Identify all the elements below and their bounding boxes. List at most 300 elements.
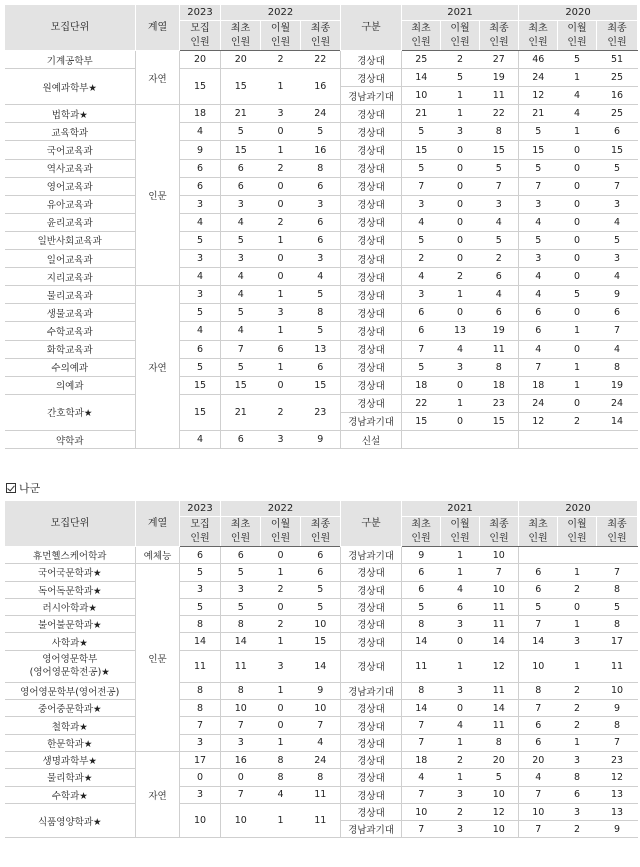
header-carry-l1: 이월	[567, 22, 587, 34]
value-2020: 8	[597, 581, 638, 598]
table-row	[5, 195, 638, 213]
value-2020: 4	[519, 213, 558, 231]
value-2021: 11	[480, 340, 519, 358]
value-2021: 14	[480, 700, 519, 717]
value-2021: 5	[480, 231, 519, 249]
value-2020: 13	[597, 803, 638, 820]
value-2020: 0	[558, 195, 597, 213]
header-carry	[261, 517, 301, 547]
value-2022: 4	[221, 322, 261, 340]
value-2021: 7	[402, 177, 441, 195]
value-2021: 0	[441, 700, 480, 717]
value-2022: 4	[221, 286, 261, 304]
value-2020: 3	[597, 195, 638, 213]
value-2021: 10	[480, 581, 519, 598]
value-2020: 1	[558, 564, 597, 581]
value-2022: 1	[261, 141, 301, 159]
value-2022: 3	[221, 250, 261, 268]
unit-name: 법학과★	[5, 105, 136, 123]
value-2022: 10	[301, 700, 341, 717]
header-unit: 모집단위	[5, 5, 136, 51]
value-2021: 7	[402, 340, 441, 358]
header-recruit	[180, 517, 221, 547]
value-2020: 4	[519, 286, 558, 304]
value-2021: 6	[402, 322, 441, 340]
header-final	[480, 517, 519, 547]
unit-name: 지리교육과	[5, 268, 136, 286]
value-2022: 5	[301, 581, 341, 598]
gubun-cell: 경상대	[341, 717, 402, 734]
gubun-cell: 경상대	[341, 213, 402, 231]
unit-name: 윤리교육과	[5, 213, 136, 231]
recruit-2023: 15	[180, 69, 221, 105]
table-row	[5, 250, 638, 268]
value-2022: 0	[261, 177, 301, 195]
value-2020: 10	[597, 682, 638, 699]
gubun-cell: 경남과기대	[341, 547, 402, 564]
unit-name: 휴먼헬스케어학과	[5, 547, 136, 564]
header-recruit-l2: 인원	[190, 36, 210, 48]
value-2022: 8	[301, 159, 341, 177]
unit-name: 영어영문학부 (영어영문학전공)★	[5, 650, 136, 682]
header-recruit-l1: 모집	[190, 518, 210, 530]
unit-name: 일반사회교육과	[5, 231, 136, 249]
value-2022: 4	[301, 734, 341, 751]
value-2020: 4	[558, 87, 597, 105]
value-2021: 3	[441, 358, 480, 376]
recruit-2023: 6	[180, 159, 221, 177]
value-2020: 7	[597, 564, 638, 581]
value-2020: 24	[519, 394, 558, 412]
table-row	[5, 786, 638, 803]
table-row	[5, 803, 638, 820]
header-unit: 모집단위	[5, 501, 136, 547]
gubun-cell: 경상대	[341, 633, 402, 650]
value-2021: 12	[480, 803, 519, 820]
value-2020: 6	[558, 786, 597, 803]
header-carry-l2: 인원	[270, 532, 291, 544]
value-2021: 0	[441, 177, 480, 195]
value-2020: 5	[558, 286, 597, 304]
value-2021: 5	[480, 159, 519, 177]
track-cell: 자연	[136, 51, 180, 105]
value-2022: 5	[221, 231, 261, 249]
value-2020: 51	[597, 51, 638, 69]
value-2022: 7	[301, 717, 341, 734]
table-row	[5, 322, 638, 340]
value-2020: 2	[558, 581, 597, 598]
header-first-l1: 최초	[528, 518, 548, 530]
value-2020: 2	[558, 821, 597, 838]
value-2022: 1	[261, 803, 301, 838]
value-2022: 5	[221, 564, 261, 581]
value-2020: 12	[519, 87, 558, 105]
gubun-cell: 경상대	[341, 322, 402, 340]
value-2020: 5	[597, 231, 638, 249]
value-2021: 8	[402, 682, 441, 699]
value-2020: 17	[597, 633, 638, 650]
unit-name: 약학과	[5, 430, 136, 448]
table-row	[5, 340, 638, 358]
unit-name: 생명과학부★	[5, 751, 136, 768]
unit-name: 영어영문학부(영어전공)	[5, 682, 136, 699]
header-gubun: 구분	[341, 501, 402, 547]
gubun-cell: 경상대	[341, 376, 402, 394]
value-2020	[519, 547, 558, 564]
unit-name: 의예과	[5, 376, 136, 394]
value-2022: 7	[221, 340, 261, 358]
value-2022: 0	[261, 250, 301, 268]
value-2021: 11	[480, 598, 519, 615]
value-2022: 0	[261, 598, 301, 615]
value-2020: 0	[558, 394, 597, 412]
header-track: 계열	[136, 5, 180, 51]
value-2022: 15	[221, 141, 261, 159]
header-first-l1: 최초	[230, 518, 251, 530]
recruit-2023: 3	[180, 250, 221, 268]
gubun-cell: 경상대	[341, 250, 402, 268]
value-2020: 7	[597, 177, 638, 195]
value-2022: 3	[301, 250, 341, 268]
value-2021: 9	[402, 547, 441, 564]
value-2020: 3	[597, 250, 638, 268]
header-first-l1: 최초	[411, 518, 431, 530]
value-2022: 8	[261, 751, 301, 768]
table-row	[5, 650, 638, 682]
value-2021: 8	[480, 734, 519, 751]
value-2020: 2	[558, 700, 597, 717]
table-row	[5, 700, 638, 717]
value-2022: 2	[261, 213, 301, 231]
header-final-l2: 인원	[489, 36, 509, 48]
value-2020: 0	[558, 340, 597, 358]
value-2020: 7	[519, 786, 558, 803]
value-2020: 0	[558, 231, 597, 249]
value-2022: 8	[301, 304, 341, 322]
value-2022: 3	[261, 105, 301, 123]
header-carry-l2: 인원	[450, 532, 470, 544]
gubun-cell: 경상대	[341, 69, 402, 87]
value-2020: 4	[597, 213, 638, 231]
gubun-cell: 경상대	[341, 803, 402, 820]
table-row	[5, 231, 638, 249]
header-final-l2: 인원	[489, 532, 509, 544]
value-2020: 9	[597, 821, 638, 838]
unit-name: 사학과★	[5, 633, 136, 650]
recruit-2023: 6	[180, 177, 221, 195]
value-2022: 6	[261, 340, 301, 358]
value-2022: 1	[261, 633, 301, 650]
value-2020: 15	[519, 141, 558, 159]
value-2020: 1	[558, 322, 597, 340]
value-2022: 1	[261, 322, 301, 340]
table-row	[5, 268, 638, 286]
value-2020: 13	[597, 786, 638, 803]
value-2021: 14	[480, 633, 519, 650]
value-2020: 4	[597, 268, 638, 286]
header-gubun: 구분	[341, 5, 402, 51]
value-2020: 4	[558, 105, 597, 123]
value-2021: 4	[441, 581, 480, 598]
unit-name: 철학과★	[5, 717, 136, 734]
value-2022: 15	[221, 376, 261, 394]
table-row	[5, 177, 638, 195]
header-2021: 2021	[402, 501, 519, 517]
track-cell: 인문	[136, 564, 180, 752]
value-2021: 15	[480, 412, 519, 430]
value-2021	[441, 430, 480, 448]
gubun-cell: 경상대	[341, 123, 402, 141]
recruit-2023: 6	[180, 340, 221, 358]
value-2021: 4	[402, 769, 441, 786]
header-first-l2: 인원	[230, 36, 251, 48]
value-2021: 7	[402, 717, 441, 734]
value-2021: 10	[402, 803, 441, 820]
value-2020: 11	[597, 650, 638, 682]
value-2021: 11	[402, 650, 441, 682]
value-2021: 0	[441, 304, 480, 322]
gubun-cell: 경상대	[341, 581, 402, 598]
gubun-cell: 경상대	[341, 105, 402, 123]
admission-table-2	[4, 500, 638, 838]
gubun-cell: 경상대	[341, 177, 402, 195]
value-2021: 2	[402, 250, 441, 268]
recruit-2023: 17	[180, 751, 221, 768]
gubun-cell: 경상대	[341, 268, 402, 286]
table-row	[5, 547, 638, 564]
value-2020: 2	[558, 682, 597, 699]
header-carry-l2: 인원	[567, 36, 587, 48]
header-final	[597, 517, 638, 547]
value-2020: 4	[597, 340, 638, 358]
value-2022: 7	[221, 786, 261, 803]
recruit-2023: 5	[180, 358, 221, 376]
value-2021: 1	[441, 394, 480, 412]
unit-name: 수학과★	[5, 786, 136, 803]
table-row	[5, 286, 638, 304]
recruit-2023: 5	[180, 564, 221, 581]
header-first-l2: 인원	[230, 532, 251, 544]
header-first-l2: 인원	[528, 532, 548, 544]
header-final-l1: 최종	[607, 518, 627, 530]
value-2021: 3	[441, 616, 480, 633]
value-2021: 1	[441, 734, 480, 751]
recruit-2023: 7	[180, 717, 221, 734]
header-2023: 2023	[180, 501, 221, 517]
value-2021: 6	[402, 581, 441, 598]
header-final-l1: 최종	[310, 518, 331, 530]
header-carry	[558, 21, 597, 51]
value-2022: 2	[261, 159, 301, 177]
value-2021: 3	[441, 786, 480, 803]
value-2022: 24	[301, 105, 341, 123]
header-first	[519, 517, 558, 547]
value-2021: 22	[480, 105, 519, 123]
value-2020: 8	[597, 358, 638, 376]
value-2021: 0	[441, 195, 480, 213]
value-2022: 5	[221, 598, 261, 615]
gubun-cell: 경상대	[341, 195, 402, 213]
value-2021: 6	[402, 564, 441, 581]
value-2021: 3	[441, 682, 480, 699]
value-2021: 4	[441, 717, 480, 734]
value-2022: 3	[221, 734, 261, 751]
value-2021: 5	[402, 231, 441, 249]
value-2020: 7	[597, 322, 638, 340]
table-row	[5, 616, 638, 633]
value-2022: 21	[221, 394, 261, 430]
value-2020: 23	[597, 751, 638, 768]
header-2022: 2022	[221, 501, 341, 517]
value-2020: 7	[519, 616, 558, 633]
header-2021: 2021	[402, 5, 519, 21]
value-2021: 2	[441, 751, 480, 768]
unit-name: 기계공학부	[5, 51, 136, 69]
unit-name: 교육학과	[5, 123, 136, 141]
unit-name: 수의예과	[5, 358, 136, 376]
header-recruit	[180, 21, 221, 51]
header-recruit-l2: 인원	[190, 532, 210, 544]
value-2020: 6	[519, 564, 558, 581]
value-2022: 4	[221, 213, 261, 231]
value-2020: 5	[519, 123, 558, 141]
header-carry-l1: 이월	[450, 518, 470, 530]
value-2022: 1	[261, 69, 301, 105]
header-final	[301, 517, 341, 547]
value-2021: 27	[480, 51, 519, 69]
value-2020: 12	[597, 769, 638, 786]
value-2022: 5	[301, 286, 341, 304]
value-2021: 3	[441, 821, 480, 838]
value-2022: 6	[301, 358, 341, 376]
value-2021: 5	[402, 123, 441, 141]
value-2022: 3	[301, 195, 341, 213]
value-2020: 0	[558, 304, 597, 322]
value-2022: 6	[221, 430, 261, 448]
gubun-cell: 경상대	[341, 769, 402, 786]
header-carry	[261, 21, 301, 51]
recruit-2023: 4	[180, 322, 221, 340]
gubun-cell: 경상대	[341, 650, 402, 682]
table-row	[5, 394, 638, 412]
value-2022: 6	[301, 177, 341, 195]
track-cell: 자연	[136, 751, 180, 837]
value-2021: 12	[480, 650, 519, 682]
value-2020: 0	[558, 250, 597, 268]
unit-name: 생물교육과	[5, 304, 136, 322]
value-2020	[519, 430, 558, 448]
header-2023: 2023	[180, 5, 221, 21]
value-2021: 4	[480, 286, 519, 304]
value-2022: 5	[221, 123, 261, 141]
value-2022: 3	[221, 581, 261, 598]
recruit-2023: 14	[180, 633, 221, 650]
value-2020	[558, 430, 597, 448]
recruit-2023: 9	[180, 141, 221, 159]
value-2020: 25	[597, 69, 638, 87]
header-first-l2: 인원	[411, 36, 431, 48]
header-first	[402, 21, 441, 51]
recruit-2023: 15	[180, 376, 221, 394]
value-2021: 5	[402, 598, 441, 615]
value-2020: 5	[597, 598, 638, 615]
unit-name: 영어교육과	[5, 177, 136, 195]
value-2021: 14	[402, 700, 441, 717]
header-final-l1: 최종	[310, 22, 331, 34]
value-2022: 6	[301, 213, 341, 231]
value-2022: 5	[301, 123, 341, 141]
value-2021: 5	[402, 159, 441, 177]
value-2022: 15	[301, 376, 341, 394]
gubun-cell: 경상대	[341, 616, 402, 633]
value-2020: 3	[558, 803, 597, 820]
value-2021: 15	[402, 412, 441, 430]
value-2022: 2	[261, 616, 301, 633]
value-2020: 19	[597, 376, 638, 394]
value-2022: 3	[261, 650, 301, 682]
value-2022: 6	[301, 547, 341, 564]
header-carry-l2: 인원	[450, 36, 470, 48]
value-2020: 2	[558, 717, 597, 734]
value-2022: 14	[301, 650, 341, 682]
value-2021: 1	[441, 769, 480, 786]
value-2021: 5	[402, 358, 441, 376]
recruit-2023: 20	[180, 51, 221, 69]
value-2021: 2	[441, 268, 480, 286]
gubun-cell: 경상대	[341, 394, 402, 412]
value-2021: 3	[441, 123, 480, 141]
value-2022: 8	[221, 682, 261, 699]
gubun-cell: 경상대	[341, 786, 402, 803]
value-2021: 0	[441, 376, 480, 394]
track-cell: 예체능	[136, 547, 180, 564]
header-final	[597, 21, 638, 51]
value-2021: 10	[480, 821, 519, 838]
value-2020	[597, 547, 638, 564]
gubun-cell: 경상대	[341, 751, 402, 768]
value-2022: 2	[261, 51, 301, 69]
value-2022: 6	[221, 159, 261, 177]
checkbox-icon	[6, 483, 16, 493]
value-2021: 0	[441, 633, 480, 650]
value-2020: 14	[519, 633, 558, 650]
table-row	[5, 769, 638, 786]
value-2020: 2	[558, 412, 597, 430]
recruit-2023: 8	[180, 700, 221, 717]
value-2022: 9	[301, 430, 341, 448]
header-final-l2: 인원	[310, 532, 331, 544]
table-row	[5, 682, 638, 699]
value-2020: 8	[597, 616, 638, 633]
value-2021: 13	[441, 322, 480, 340]
value-2021	[402, 430, 441, 448]
gubun-cell: 경상대	[341, 734, 402, 751]
gubun-cell: 경상대	[341, 141, 402, 159]
gubun-cell: 경상대	[341, 358, 402, 376]
value-2021: 6	[480, 268, 519, 286]
value-2020: 1	[558, 69, 597, 87]
recruit-2023: 18	[180, 105, 221, 123]
header-first	[519, 21, 558, 51]
value-2021: 5	[480, 769, 519, 786]
header-carry	[558, 517, 597, 547]
value-2020: 0	[558, 213, 597, 231]
value-2020: 0	[558, 598, 597, 615]
value-2021: 15	[402, 141, 441, 159]
recruit-2023: 3	[180, 581, 221, 598]
value-2021: 8	[480, 123, 519, 141]
value-2022: 5	[221, 358, 261, 376]
